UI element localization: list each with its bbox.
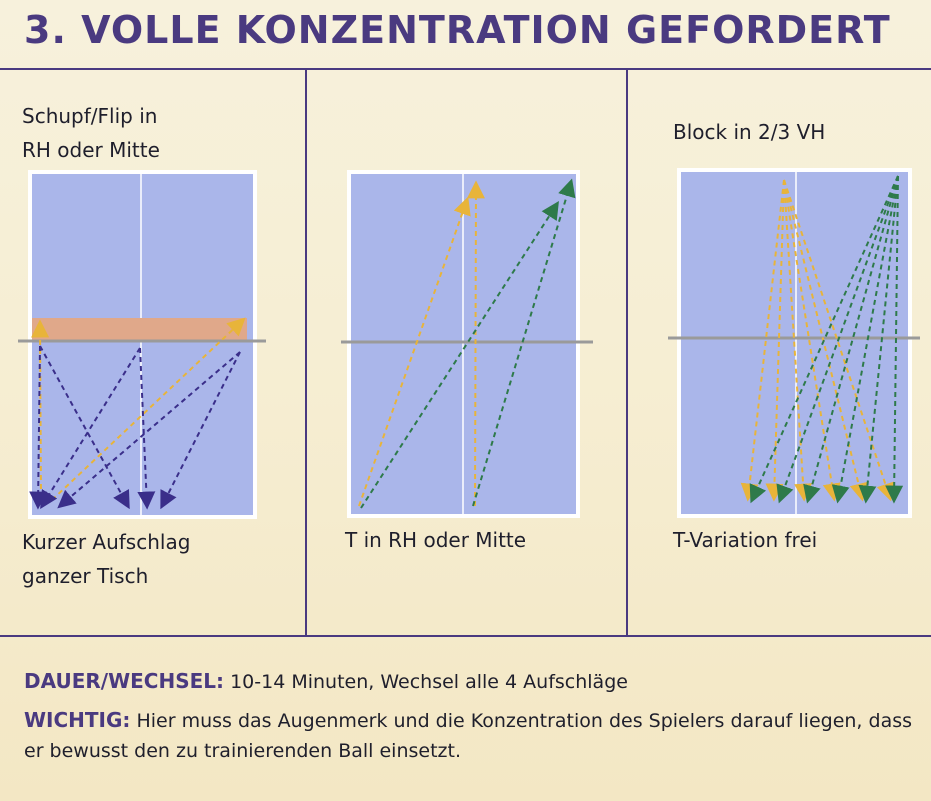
panel-1-top-caption-line-2: RH oder Mitte (22, 138, 160, 162)
panel-3-top-caption: Block in 2/3 VH (673, 120, 826, 144)
diagram-t-rh (307, 160, 626, 530)
footer-notes (24, 666, 914, 774)
diagram-serve (0, 160, 305, 530)
table-surface (30, 172, 255, 517)
duration-label: DAUER/WECHSEL: (24, 669, 225, 693)
panel-1-bottom-caption-line-2: ganzer Tisch (22, 564, 149, 588)
panel-2-bottom-caption: T in RH oder Mitte (345, 528, 527, 552)
panel-1-top-caption-line-1: Schupf/Flip in (22, 104, 158, 128)
page-title: 3. VOLLE KONZENTRATION GEFORDERT (24, 8, 891, 52)
serve-zone (32, 318, 247, 340)
duration-text: 10-14 Minuten, Wechsel alle 4 Aufschläge (230, 671, 628, 693)
important-note (24, 705, 914, 766)
duration-note (24, 666, 914, 697)
important-text: Hier muss das Augenmerk und die Konzentration des Spielers darauf liegen, dass er bewusst den zu trainierenden Ball einsetzt. (24, 710, 913, 762)
panel-1-bottom-caption-line-1: Kurzer Aufschlag (22, 530, 191, 554)
diagram-t-variation (628, 160, 931, 530)
important-label: WICHTIG: (24, 708, 131, 732)
panel-3-bottom-caption: T-Variation frei (673, 528, 818, 552)
